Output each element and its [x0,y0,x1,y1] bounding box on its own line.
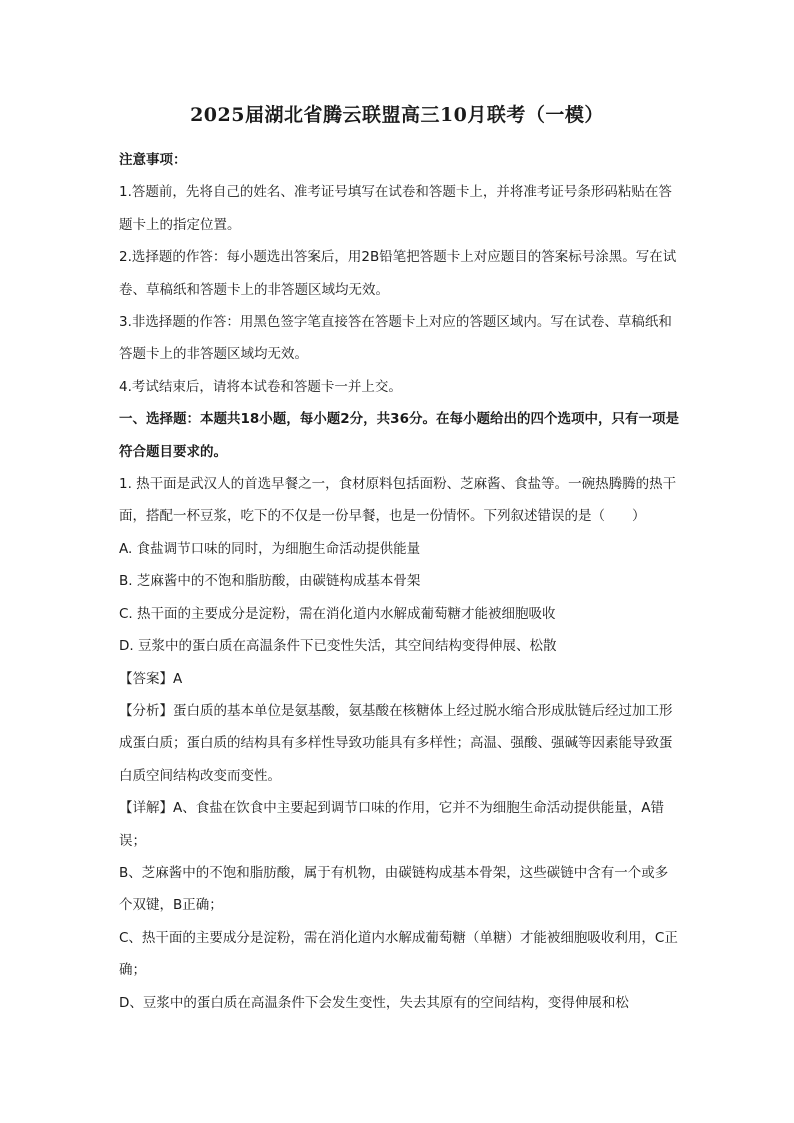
notice-item-2: 2.选择题的作答：每小题选出答案后，用2B铅笔把答题卡上对应题目的答案标号涂黑。写在试卷、草稿纸和答题卡上的非答题区域均无效。 [119,249,677,298]
notice-item-1: 1.答题前，先将自己的姓名、准考证号填写在试卷和答题卡上，并将准考证号条形码粘贴在答题卡上的指定位置。 [119,184,672,233]
notice-item-3: 3.非选择题的作答：用黑色签字笔直接答在答题卡上对应的答题区域内。写在试卷、草稿纸和答题卡上的非答题区域均无效。 [119,314,672,363]
document-body [119,144,679,1019]
option-b: B. 芝麻酱中的不饱和脂肪酸，由碳链构成基本骨架 [119,573,421,590]
option-c: C. 热干面的主要成分是淀粉，需在消化道内水解成葡萄糖才能被细胞吸收 [119,605,556,622]
question-stem: 1. 热干面是武汉人的首选早餐之一，食材原料包括面粉、芝麻酱、食盐等。一碗热腾腾的热干面，搭配一杯豆浆，吃下的不仅是一份早餐，也是一份情怀。下列叙述错误的是（ ） [119,476,677,525]
analysis-paragraph: 【分析】蛋白质的基本单位是氨基酸，氨基酸在核糖体上经过脱水缩合形成肽链后经过加工形成蛋白质；蛋白质的结构具有多样性导致功能具有多样性；高温、强酸、强碱等因素能导致蛋白质空间结构改变而变性。 [119,702,673,784]
detail-item-a: 【详解】A、食盐在饮食中主要起到调节口味的作用，它并不为细胞生命活动提供能量，A错误； [119,800,664,849]
section-heading: 一、选择题：本题共18小题，每小题2分，共36分。在每小题给出的四个选项中，只有一项是符合题目要求的。 [119,411,679,460]
detail-item-c: C、热干面的主要成分是淀粉，需在消化道内水解成葡萄糖（单糖）才能被细胞吸收利用，C正确； [119,929,678,979]
detail-item-b: B、芝麻酱中的不饱和脂肪酸，属于有机物，由碳链构成基本骨架，这些碳链中含有一个或多个双键，B正确； [119,864,669,914]
document-title: 2025届湖北省腾云联盟高三10月联考（一模） [190,104,604,126]
answer-line: 【答案】A [119,670,183,687]
detail-item-d: D、豆浆中的蛋白质在高温条件下会发生变性，失去其原有的空间结构，变得伸展和松 [119,994,629,1011]
notice-heading: 注意事项： [119,152,187,168]
option-a: A. 食盐调节口味的同时，为细胞生命活动提供能量 [119,540,421,557]
option-d: D. 豆浆中的蛋白质在高温条件下已变性失活，其空间结构变得伸展、松散 [119,638,557,655]
notice-item-4: 4.考试结束后，请将本试卷和答题卡一并上交。 [119,378,402,395]
